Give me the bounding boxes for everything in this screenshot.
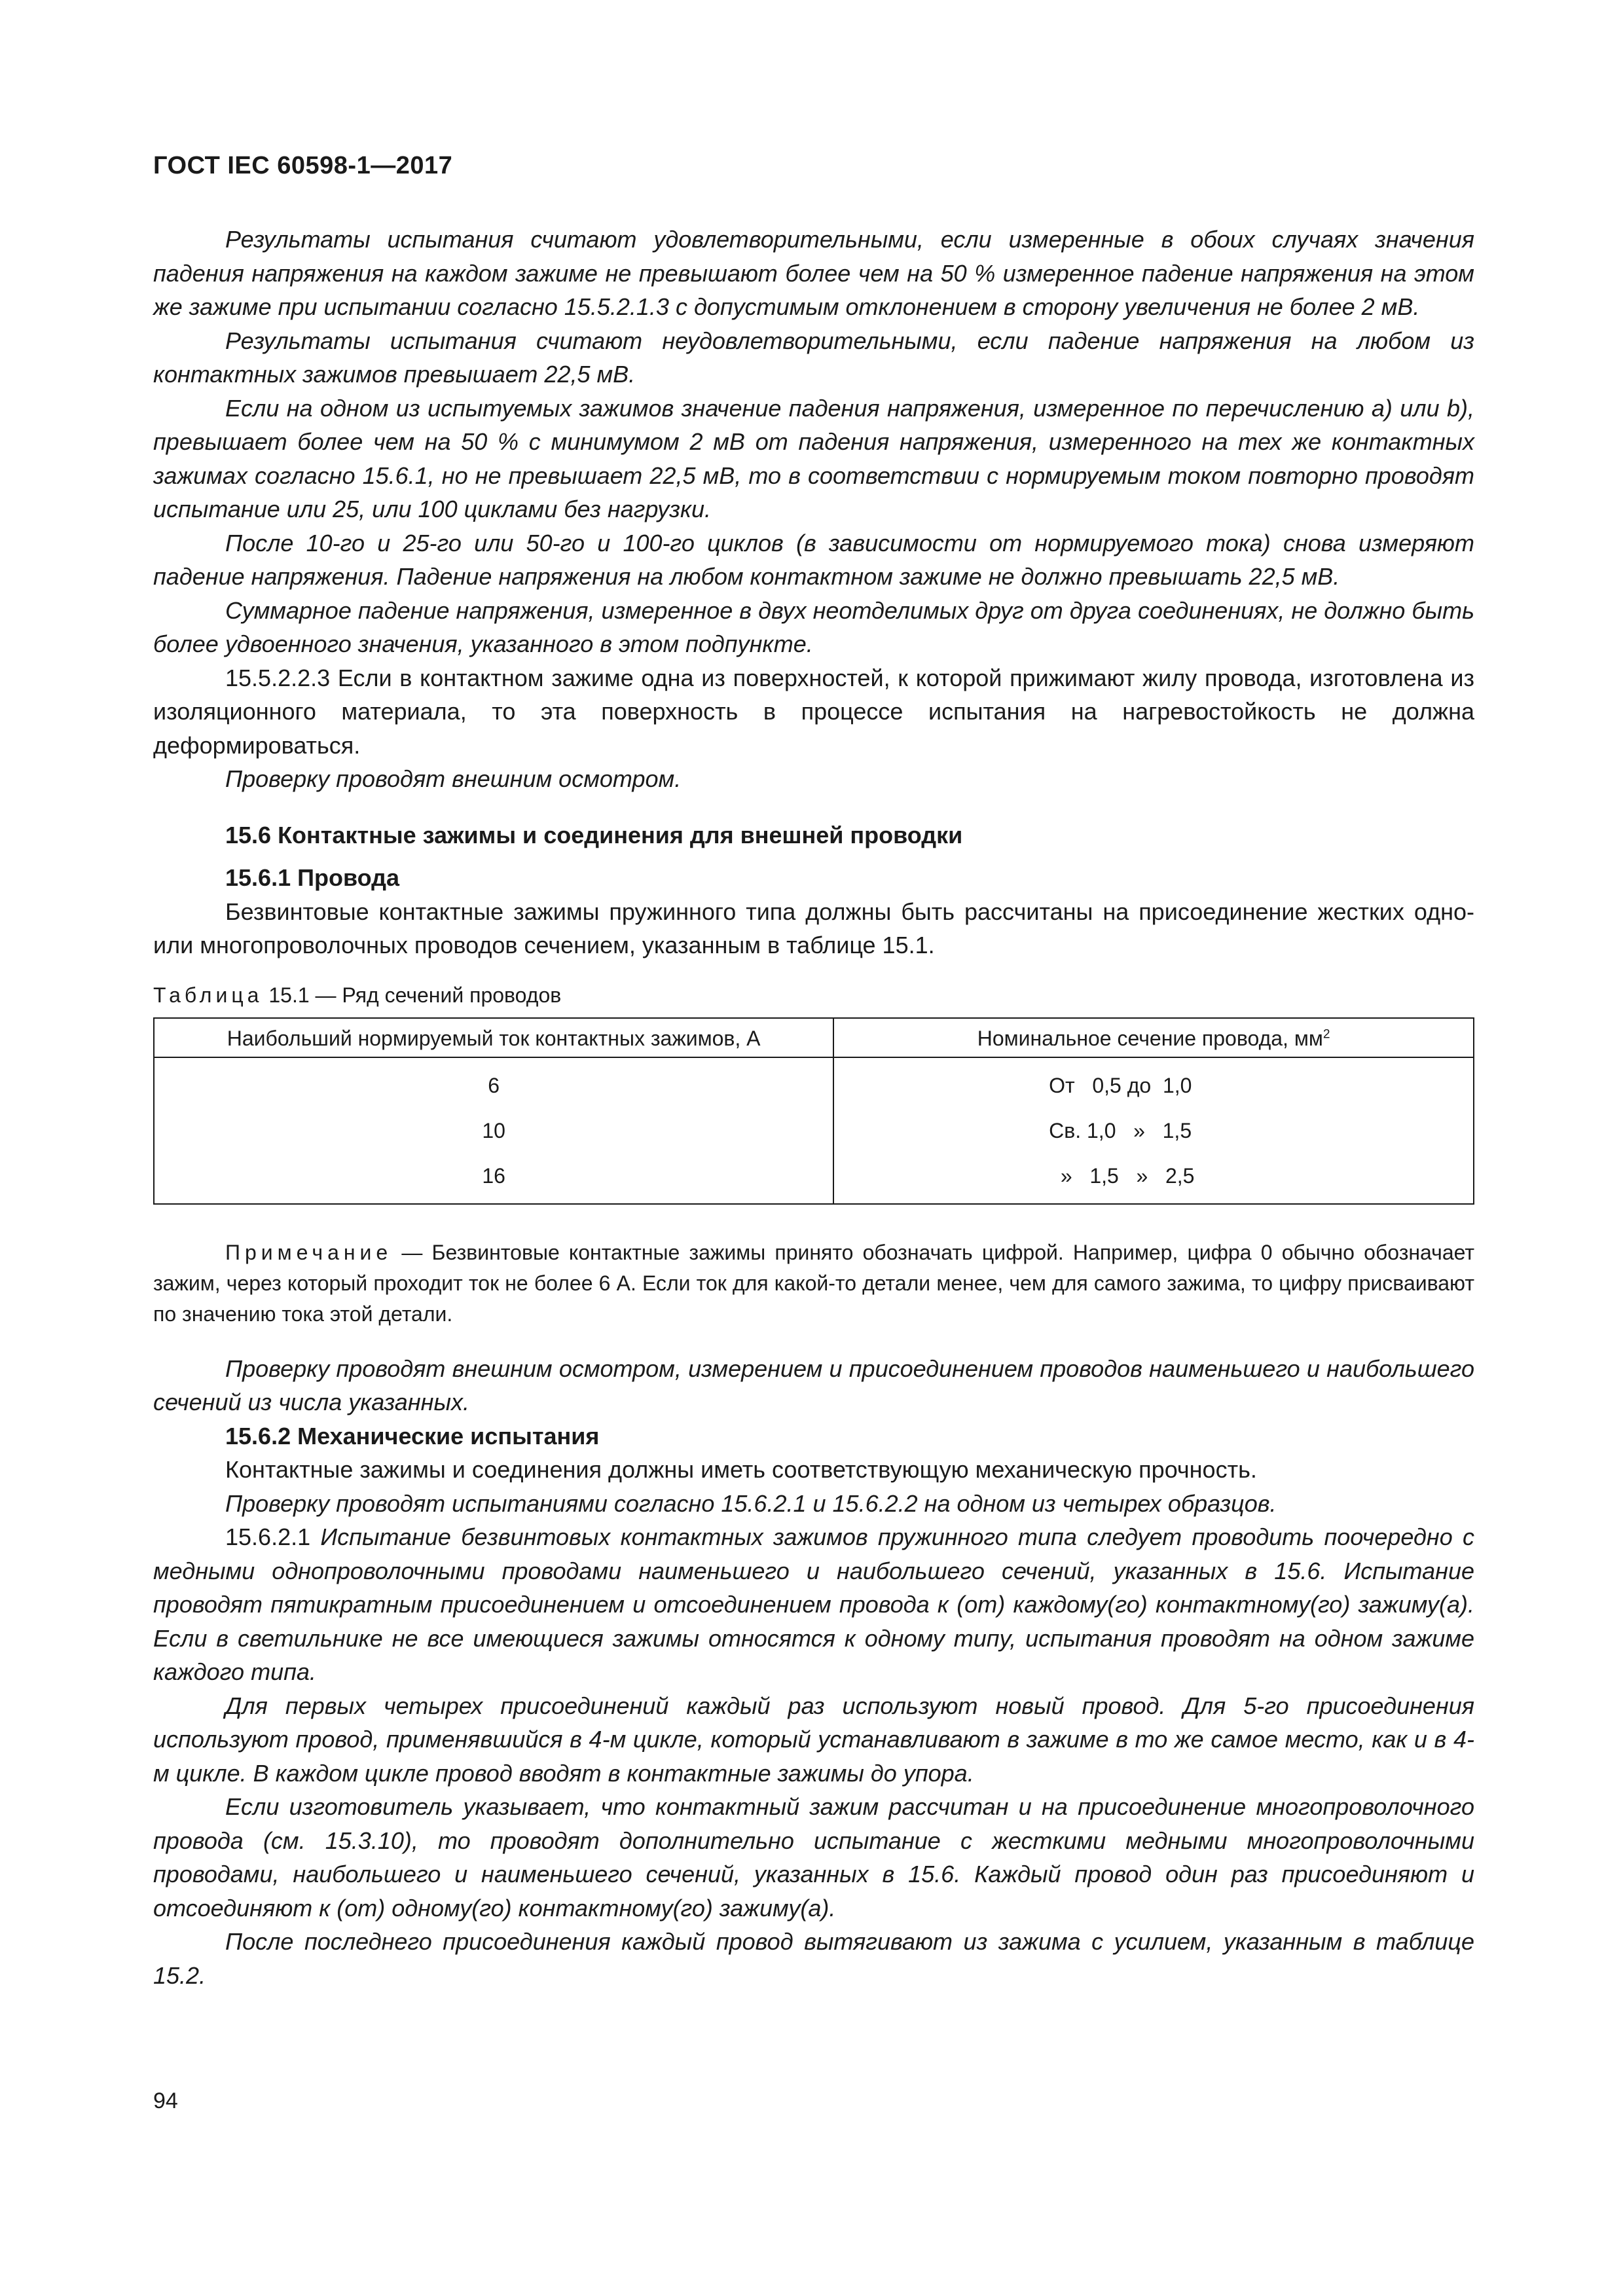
paragraph: Результаты испытания считают неудовлетворительными, если падение напряжения на любом из контактных зажимов превышает 22,5 мВ. <box>153 327 1474 388</box>
paragraph: Проверку проводят внешним осмотром. <box>225 765 682 792</box>
header-superscript: 2 <box>1322 1027 1330 1041</box>
paragraph <box>153 1520 1474 1689</box>
clause-text: Испытание безвинтовых контактных зажимов пружинного типа следует проводить поочередно с медными однопроволочными проводами наименьшего и наибольшего сечений, указанных в 15.6. Испытание проводят пятикратным присоединением и отсоединением провода к (от) каждому(го) контактному(го) зажиму(а). Если в светильнике не все имеющиеся зажимы относятся к одному типу, испытания проводят на одном зажиме каждого типа. <box>153 1523 1474 1685</box>
table-row <box>154 1057 1474 1108</box>
table-header-row <box>154 1018 1474 1057</box>
paragraph: После 10-го и 25-го или 50-го и 100-го циклов (в зависимости от нормируемого тока) снова измеряют падение напряжения. Падение напряжения на любом контактном зажиме не должно превышать 22,5 мВ. <box>153 529 1474 590</box>
table-cell-current: 10 <box>154 1108 833 1153</box>
paragraph: Контактные зажимы и соединения должны иметь соответствующую механическую прочность. <box>225 1456 1257 1483</box>
section-range: » 1,5 » 2,5 <box>1049 1163 1195 1188</box>
section-range: Св. 1,0 » 1,5 <box>1049 1118 1192 1142</box>
header-text: Наибольший нормируемый ток контактных зажимов, А <box>227 1026 761 1050</box>
table-caption <box>153 982 1474 1008</box>
subsection-heading: 15.6.1 Провода <box>225 864 399 891</box>
note-text: — Безвинтовые контактные зажимы принято обозначать цифрой. Например, цифра 0 обычно обозначает зажим, через который проходит ток не более 6 А. Если ток для какой-то детали менее, чем для самого зажима, то цифру присваивают по значению тока этой детали. <box>153 1240 1474 1326</box>
table-cell-current: 6 <box>154 1057 833 1108</box>
table-row <box>154 1108 1474 1153</box>
paragraph: Проверку проводят испытаниями согласно 15.6.2.1 и 15.6.2.2 на одном из четырех образцов. <box>225 1489 1277 1517</box>
document-body <box>153 223 1474 1992</box>
clause-number: 15.6.2.1 <box>225 1523 321 1550</box>
page-number: 94 <box>153 2088 178 2113</box>
paragraph: Если на одном из испытуемых зажимов значение падения напряжения, измеренное по перечислению а) или b), превышает более чем на 50 % с минимумом 2 мВ от падения напряжения, измеренного на тех же контактных зажимах согласно 15.6.1, но не превышает 22,5 мВ, то в соответствии с нормируемым током повторно проводят испытание или 25, или 100 циклами без нагрузки. <box>153 394 1474 522</box>
table-cell-section <box>833 1057 1474 1108</box>
section-heading: 15.6 Контактные зажимы и соединения для внешней проводки <box>225 821 963 848</box>
subsection-heading: 15.6.2 Механические испытания <box>225 1422 600 1449</box>
note-label: Примечание <box>225 1240 393 1264</box>
table-caption-label: Таблица <box>153 983 263 1007</box>
paragraph: Суммарное падение напряжения, измеренное в двух неотделимых друг от друга соединениях, не должно быть более удвоенного значения, указанного в этом подпункте. <box>153 596 1474 657</box>
table-cell-section <box>833 1108 1474 1153</box>
paragraph: Проверку проводят внешним осмотром, измерением и присоединением проводов наименьшего и наибольшего сечений из числа указанных. <box>153 1355 1474 1415</box>
table-header-section <box>833 1018 1474 1057</box>
table-cell-current: 16 <box>154 1153 833 1204</box>
paragraph: Если изготовитель указывает, что контактный зажим рассчитан и на присоединение многопроволочного провода (см. 15.3.10), то проводят дополнительно испытание с жесткими медными многопроволочными проводами, наибольшего и наименьшего сечений, указанных в 15.6. Каждый провод один раз присоединяют и отсоединяют к (от) одному(го) контактному(го) зажиму(а). <box>153 1793 1474 1922</box>
header-text: Номинальное сечение провода, мм <box>977 1026 1323 1050</box>
table-header-current <box>154 1018 833 1057</box>
table-caption-text: 15.1 — Ряд сечений проводов <box>263 983 562 1007</box>
table-row <box>154 1153 1474 1204</box>
paragraph: Результаты испытания считают удовлетворительными, если измеренные в обоих случаях значения падения напряжения на каждом зажиме не превышают более чем на 50 % измеренное падение напряжения на этом же зажиме при испытании согласно 15.5.2.1.3 с допустимым отклонением в сторону увеличения не более 2 мВ. <box>153 226 1474 320</box>
section-range: От 0,5 до 1,0 <box>1049 1073 1192 1097</box>
table-note <box>153 1237 1474 1330</box>
paragraph: После последнего присоединения каждый провод вытягивают из зажима с усилием, указанным в таблице 15.2. <box>153 1928 1474 1989</box>
paragraph: Безвинтовые контактные зажимы пружинного типа должны быть рассчитаны на присоединение жестких одно- или многопроволочных проводов сечением, указанным в таблице 15.1. <box>153 898 1474 958</box>
document-header: ГОСТ IEC 60598-1—2017 <box>153 152 453 179</box>
wire-sections-table <box>153 1017 1474 1205</box>
paragraph: Для первых четырех присоединений каждый раз используют новый провод. Для 5-го присоединения используют провод, применявшийся в 4-м цикле, который устанавливают в зажиме в то же самое место, как и в 4-м цикле. В каждом цикле провод вводят в контактные зажимы до упора. <box>153 1692 1474 1787</box>
table-cell-section <box>833 1153 1474 1204</box>
paragraph: 15.5.2.2.3 Если в контактном зажиме одна из поверхностей, к которой прижимают жилу провода, изготовлена из изоляционного материала, то эта поверхность в процессе испытания на нагревостойкость не должна деформироваться. <box>153 664 1474 759</box>
